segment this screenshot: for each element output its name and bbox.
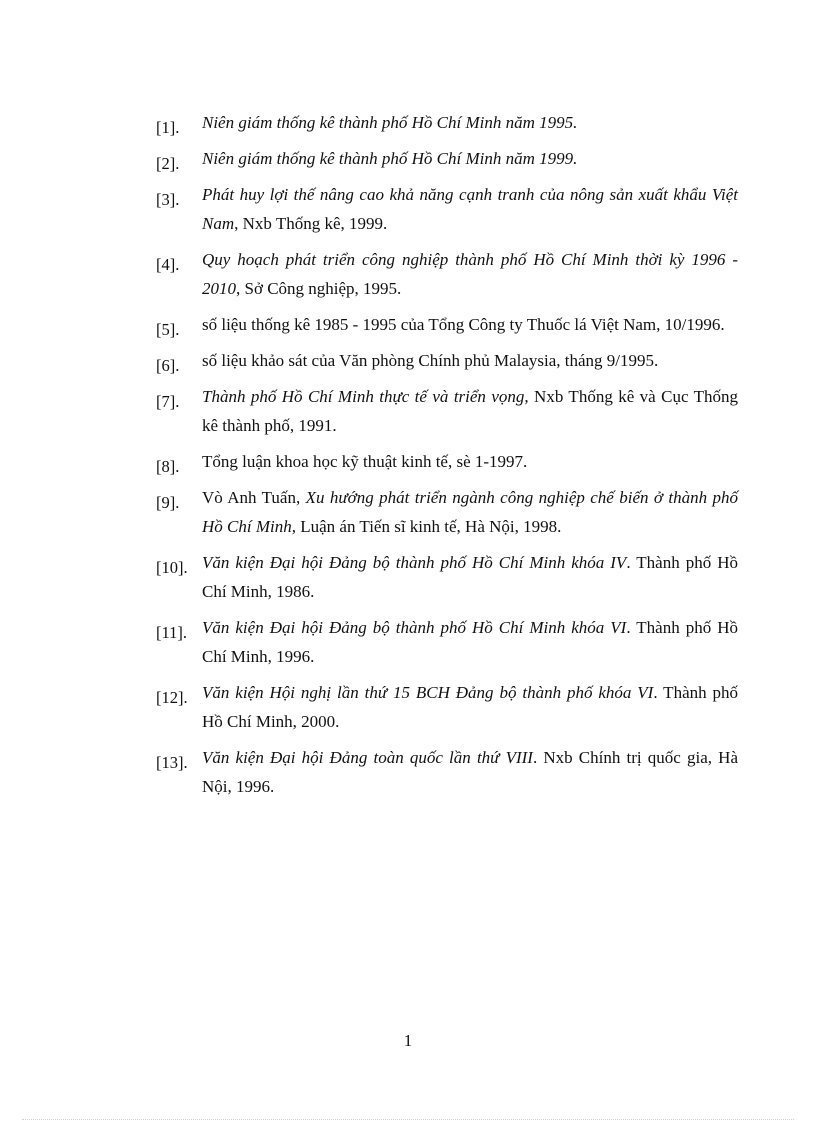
reference-text (202, 346, 738, 375)
reference-number: [11]. (156, 623, 188, 642)
reference-detail: . Thành phố Hồ Chí Minh, 2000. (202, 683, 739, 731)
reference-number: [5]. (156, 320, 180, 339)
reference-detail: , Luận án Tiến sĩ kinh tế, Hà Nội, 1998. (291, 517, 562, 536)
reference-item (0, 613, 816, 671)
reference-text (202, 310, 738, 339)
reference-title: Xu hướng phát triển ngành công nghiệp chế biến ở thành phố Hồ Chí Minh (202, 488, 739, 536)
reference-text (202, 144, 738, 173)
reference-text (202, 447, 738, 476)
reference-text (202, 548, 738, 606)
reference-item (0, 108, 816, 137)
reference-text (202, 678, 738, 736)
reference-title: Văn kiện Đại hội Đảng bộ thành phố Hồ Chí Minh khóa VI (202, 618, 627, 637)
reference-number: [12]. (156, 688, 188, 707)
reference-number: [2]. (156, 154, 180, 173)
reference-number: [13]. (156, 753, 188, 772)
reference-text (202, 743, 738, 801)
reference-detail: . Thành phố Hồ Chí Minh, 1986. (202, 553, 738, 601)
reference-text (202, 108, 738, 137)
reference-number: [3]. (156, 190, 180, 209)
page-bottom-divider (22, 1119, 794, 1120)
reference-item (0, 180, 816, 238)
reference-item (0, 382, 816, 440)
reference-detail: , Nxb Thống kê, 1999. (234, 214, 388, 233)
reference-number: [9]. (156, 493, 180, 512)
reference-item (0, 447, 816, 476)
reference-detail: , Sở Công nghiệp, 1995. (236, 279, 402, 298)
reference-number: [6]. (156, 356, 180, 375)
reference-detail: số liệu khảo sát của Văn phòng Chính phủ Malaysia, tháng 9/1995. (202, 351, 659, 370)
reference-item (0, 245, 816, 303)
reference-item (0, 678, 816, 736)
reference-title: Văn kiện Hội nghị lần thứ 15 BCH Đảng bộ thành phố khóa VI (202, 683, 654, 702)
reference-number: [4]. (156, 255, 180, 274)
reference-text (202, 483, 738, 541)
reference-title: Văn kiện Đại hội Đảng bộ thành phố Hồ Chí Minh khóa IV (202, 553, 627, 572)
reference-item (0, 548, 816, 606)
reference-text (202, 245, 738, 303)
reference-list (0, 108, 816, 808)
reference-detail: . Nxb Chính trị quốc gia, Hà Nội, 1996. (202, 748, 738, 796)
reference-number: [1]. (156, 118, 180, 137)
reference-title: Niên giám thống kê thành phố Hồ Chí Minh năm 1995. (202, 113, 578, 132)
reference-text (202, 180, 738, 238)
reference-title: Niên giám thống kê thành phố Hồ Chí Minh năm 1999. (202, 149, 578, 168)
reference-detail: Vò Anh Tuấn, (202, 488, 306, 507)
reference-text (202, 382, 738, 440)
reference-item (0, 346, 816, 375)
reference-item (0, 743, 816, 801)
reference-item (0, 310, 816, 339)
reference-detail: . Thành phố Hồ Chí Minh, 1996. (202, 618, 738, 666)
reference-title: Phát huy lợi thế nâng cao khả năng cạnh tranh của nông sản xuất khẩu Việt Nam (202, 185, 738, 233)
reference-detail: số liệu thống kê 1985 - 1995 của Tổng Công ty Thuốc lá Việt Nam, 10/1996. (202, 315, 725, 334)
reference-detail: , Nxb Thống kê và Cục Thống kê thành phố, 1991. (202, 387, 739, 435)
reference-number: [10]. (156, 558, 188, 577)
reference-item (0, 483, 816, 541)
reference-item (0, 144, 816, 173)
reference-number: [7]. (156, 392, 180, 411)
page-number: 1 (403, 1031, 413, 1050)
reference-title: Thành phố Hồ Chí Minh thực tế và triển vọng (202, 387, 525, 406)
reference-number: [8]. (156, 457, 180, 476)
reference-detail: Tổng luận khoa học kỹ thuật kinh tế, sè 1-1997. (202, 452, 528, 471)
reference-title: Văn kiện Đại hội Đảng toàn quốc lần thứ VIII (202, 748, 533, 767)
reference-text (202, 613, 738, 671)
reference-title: Quy hoạch phát triển công nghiệp thành phố Hồ Chí Minh thời kỳ 1996 - 2010 (202, 250, 738, 298)
